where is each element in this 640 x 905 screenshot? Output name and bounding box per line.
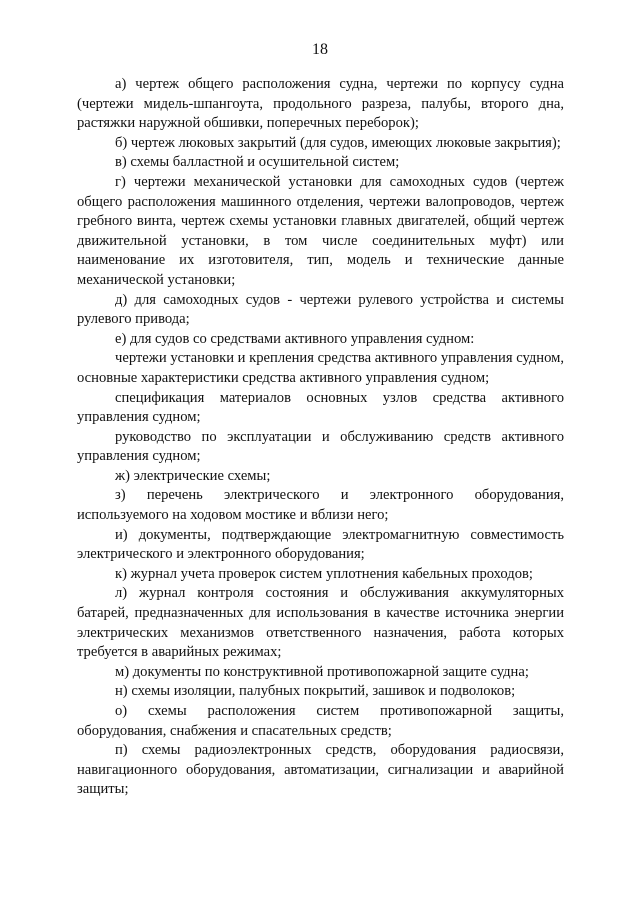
paragraph-item-zh: ж) электрические схемы; xyxy=(115,467,271,484)
paragraph-item-l: л) журнал контроля состояния и обслуживания аккумуляторных батарей, предназначенных для использования в качестве источника энергии электрических механизмов ответственного назначения, работа которых требуется в аварийных режимах; xyxy=(77,585,564,661)
paragraph-item-d: д) для самоходных судов - чертежи рулевого устройства и системы рулевого привода; xyxy=(77,291,564,328)
paragraph-subitem-materials-spec: спецификация материалов основных узлов средства активного управления судном; xyxy=(77,389,564,426)
page-number: 18 xyxy=(312,41,328,58)
paragraph-subitem-installation-drawings: чертежи установки и крепления средства активного управления судном, основные характеристики средства активного управления судном; xyxy=(77,350,564,386)
paragraph-item-e: е) для судов со средствами активного управления судном: xyxy=(115,330,475,347)
paragraph-item-a: а) чертеж общего расположения судна, чертежи по корпусу судна (чертежи мидель-шпангоута, продольного разреза, палубы, второго дна, растяжки наружной обшивки, поперечных переборок); xyxy=(77,76,564,132)
paragraph-item-z: з) перечень электрического и электронного оборудования, используемого на ходовом мостике и вблизи него; xyxy=(77,487,564,524)
paragraph-item-k: к) журнал учета проверок систем уплотнения кабельных проходов; xyxy=(115,565,533,582)
paragraph-item-n: н) схемы изоляции, палубных покрытий, зашивок и подволоков; xyxy=(115,683,516,700)
paragraph-item-g: г) чертежи механической установки для самоходных судов (чертеж общего расположения машинного отделения, чертежи валопроводов, чертеж гребного винта, чертеж схемы установки главных двигателей, общий чертеж движительной установки, в том числе соединительных муфт) или наименование их изготовителя, тип, модель и технические данные механической установки; xyxy=(77,173,564,288)
paragraph-item-i: и) документы, подтверждающие электромагнитную совместимость электрического и электронного оборудования; xyxy=(77,526,564,563)
paragraph-item-v: в) схемы балластной и осушительной систем; xyxy=(115,154,400,171)
document-body xyxy=(77,75,564,800)
paragraph-item-o: о) схемы расположения систем противопожарной защиты, оборудования, снабжения и спасательных средств; xyxy=(77,703,564,739)
paragraph-item-m: м) документы по конструктивной противопожарной защите судна; xyxy=(115,663,529,680)
paragraph-subitem-operation-manual: руководство по эксплуатации и обслуживанию средств активного управления судном; xyxy=(77,428,564,465)
paragraph-item-b: б) чертеж люковых закрытий (для судов, имеющих люковые закрытия); xyxy=(115,134,561,151)
paragraph-item-p: п) схемы радиоэлектронных средств, оборудования радиосвязи, навигационного оборудования, автоматизации, сигнализации и аварийной защиты; xyxy=(77,742,564,798)
